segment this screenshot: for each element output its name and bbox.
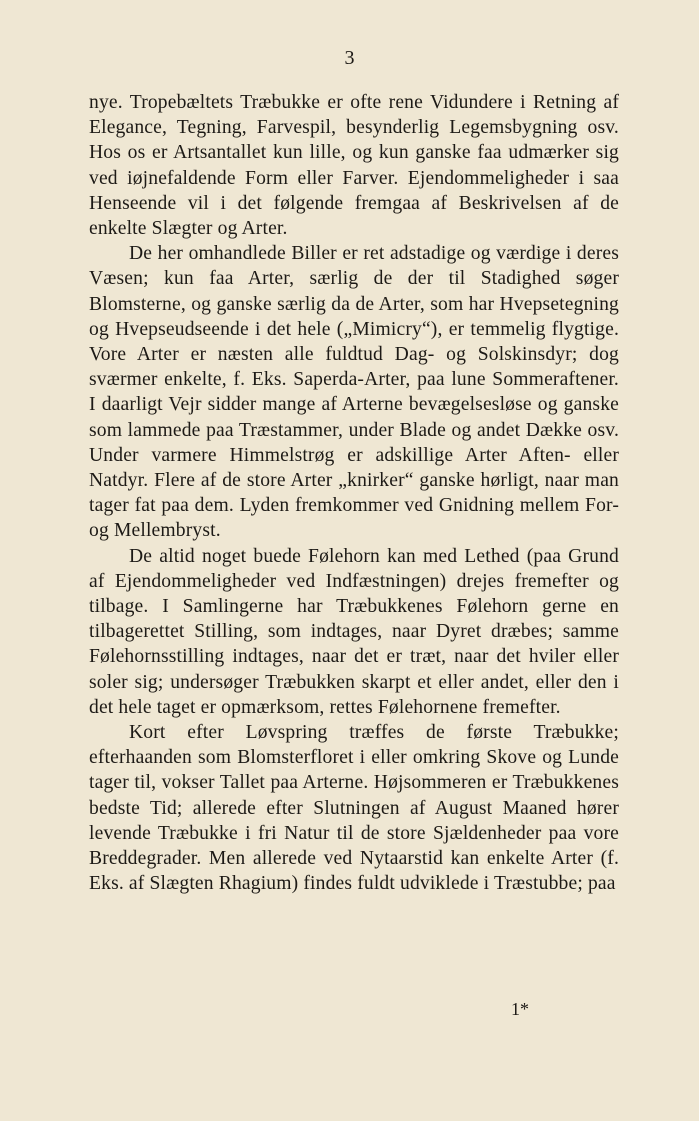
paragraph: De altid noget buede Følehorn kan med Lethed (paa Grund af Ejendommeligheder ved Indfæstningen) drejes fremefter og tilbage. I Samlingerne har Træbukkenes Følehorn gerne en tilbagerettet Stilling, som indtages, naar Dyret dræbes; samme Følehornsstilling indtages, naar det er træt, naar det hviler eller soler sig; undersøger Træbukken skarpt et eller andet, eller den i det hele taget er opmærksom, rettes Følehornene fremefter. xyxy=(89,545,619,718)
page-number: 3 xyxy=(344,47,355,69)
paragraph: nye. Tropebæltets Træbukke er ofte rene Vidundere i Retning af Elegance, Tegning, Farvespil, besynderlig Legemsbygning osv. Hos os er Artsantallet kun lille, og kun ganske faa udmærker sig ved iøjnefaldende Form eller Farver. Ejendommeligheder i saa Henseende vil i det følgende fremgaa af Beskrivelsen af de enkelte Slægter og Arter. xyxy=(89,92,619,240)
paragraph: Kort efter Løvspring træffes de første Træbukke; efterhaanden som Blomsterfloret i eller omkring Skove og Lunde tager til, vokser Tallet paa Arterne. Højsommeren er Træbukkenes bedste Tid; allerede efter Slutningen af August Maaned hører levende Træbukke i fri Natur til de store Sjældenheder paa vore Breddegrader. Men allerede ved Nytaarstid kan enkelte Arter (f. Eks. af Slægten Rhagium) findes fuldt udviklede i Træstubbe; paa xyxy=(89,722,619,895)
body-text xyxy=(89,90,619,897)
signature-mark: 1* xyxy=(511,999,529,1019)
paragraph: De her omhandlede Biller er ret adstadige og værdige i deres Væsen; kun faa Arter, særlig de der til Stadighed søger Blomsterne, og ganske særlig da de Arter, som har Hvepsetegning og Hvepseudseende i det hele („Mimicry“), er temmelig flygtige. Vore Arter er næsten alle fuldtud Dag- og Solskinsdyr; dog sværmer enkelte, f. Eks. Saperda-Arter, paa lune Sommeraftener. I daarligt Vejr sidder mange af Arterne bevægelsesløse og ganske som lammede paa Træstammer, under Blade og andet Dække osv. Under varmere Himmelstrøg er adskillige Arter Aften- eller Natdyr. Flere af de store Arter „knirker“ ganske hørligt, naar man tager fat paa dem. Lyden fremkommer ved Gnidning mellem For- og Mellembryst. xyxy=(89,243,619,542)
